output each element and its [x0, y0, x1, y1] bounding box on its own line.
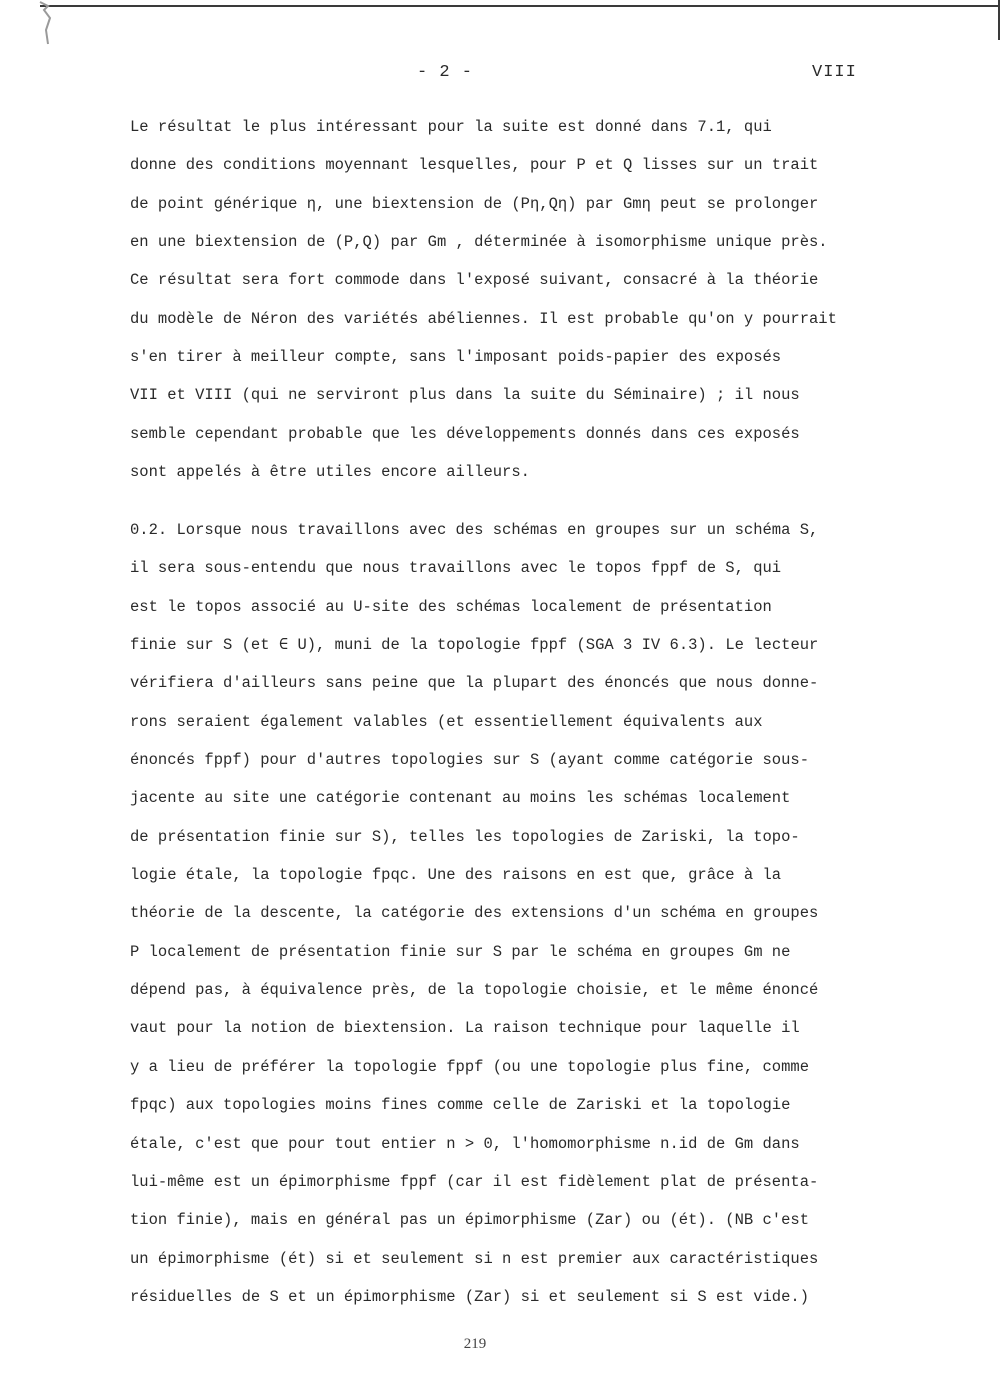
scan-artifact-icon	[38, 0, 56, 50]
text-line: dépend pas, à équivalence près, de la topologie choisie, et le même énoncé	[130, 981, 819, 1000]
text-line: P localement de présentation finie sur S par le schéma en groupes Gm ne	[130, 942, 791, 961]
scan-top-border	[40, 5, 1000, 7]
text-line: Le résultat le plus intéressant pour la suite est donné dans 7.1, qui	[130, 118, 772, 136]
paragraph-intro	[130, 108, 870, 491]
text-line: s'en tirer à meilleur compte, sans l'imposant poids-papier des exposés	[130, 348, 782, 367]
text-line: Ce résultat sera fort commode dans l'exposé suivant, consacré à la théorie	[130, 271, 819, 290]
text-line: du modèle de Néron des variétés abéliennes. Il est probable qu'on y pourrait	[130, 309, 837, 328]
text-line: lui-même est un épimorphisme fppf (car il est fidèlement plat de présenta-	[130, 1172, 819, 1191]
text-line: sont appelés à être utiles encore ailleurs.	[130, 463, 530, 482]
text-line: est le topos associé au U-site des schémas localement de présentation	[130, 597, 772, 616]
text-line: vérifiera d'ailleurs sans peine que la plupart des énoncés que nous donne-	[130, 674, 819, 693]
text-line: donne des conditions moyennant lesquelles, pour P et Q lisses sur un trait	[130, 156, 819, 175]
text-line: étale, c'est que pour tout entier n > 0, l'homomorphisme n.id de Gm dans	[130, 1134, 800, 1153]
text-line: en une biextension de (P,Q) par Gm , déterminée à isomorphisme unique près.	[130, 233, 828, 252]
text-line: y a lieu de préférer la topologie fppf (ou une topologie plus fine, comme	[130, 1057, 810, 1076]
text-line: énoncés fppf) pour d'autres topologies sur S (ayant comme catégorie sous-	[130, 751, 810, 770]
text-line: un épimorphisme (ét) si et seulement si n est premier aux caractéristiques	[130, 1249, 819, 1268]
text-line: il sera sous-entendu que nous travaillons avec le topos fppf de S, qui	[130, 559, 782, 578]
text-line: VII et VIII (qui ne serviront plus dans la suite du Séminaire) ; il nous	[130, 386, 800, 405]
text-line: résiduelles de S et un épimorphisme (Zar) si et seulement si S est vide.)	[130, 1287, 810, 1306]
text-line: rons seraient également valables (et essentiellement équivalents aux	[130, 712, 763, 731]
paragraph-0-2	[130, 511, 870, 1316]
text-line: finie sur S (et ∈ U), muni de la topologie fppf (SGA 3 IV 6.3). Le lecteur	[130, 636, 819, 655]
text-line: théorie de la descente, la catégorie des extensions d'un schéma en groupes	[130, 904, 819, 923]
text-line: semble cependant probable que les développements donnés dans ces exposés	[130, 424, 800, 443]
page-marker: - 2 -	[416, 63, 473, 82]
page-number: 219	[463, 1336, 487, 1352]
text-line: de présentation finie sur S), telles les topologies de Zariski, la topo-	[130, 827, 800, 846]
chapter-number: VIII	[812, 63, 857, 82]
text-line: jacente au site une catégorie contenant au moins les schémas localement	[130, 789, 791, 808]
text-line: logie étale, la topologie fpqc. Une des raisons en est que, grâce à la	[130, 866, 782, 885]
text-line: tion finie), mais en général pas un épimorphisme (Zar) ou (ét). (NB c'est	[130, 1211, 810, 1230]
text-line: 0.2. Lorsque nous travaillons avec des schémas en groupes sur un schéma S,	[130, 521, 819, 539]
text-line: vaut pour la notion de biextension. La raison technique pour laquelle il	[130, 1019, 800, 1038]
text-line: fpqc) aux topologies moins fines comme celle de Zariski et la topologie	[130, 1096, 791, 1115]
text-line: de point générique η, une biextension de (Pη,Qη) par Gmη peut se prolonger	[130, 194, 819, 213]
